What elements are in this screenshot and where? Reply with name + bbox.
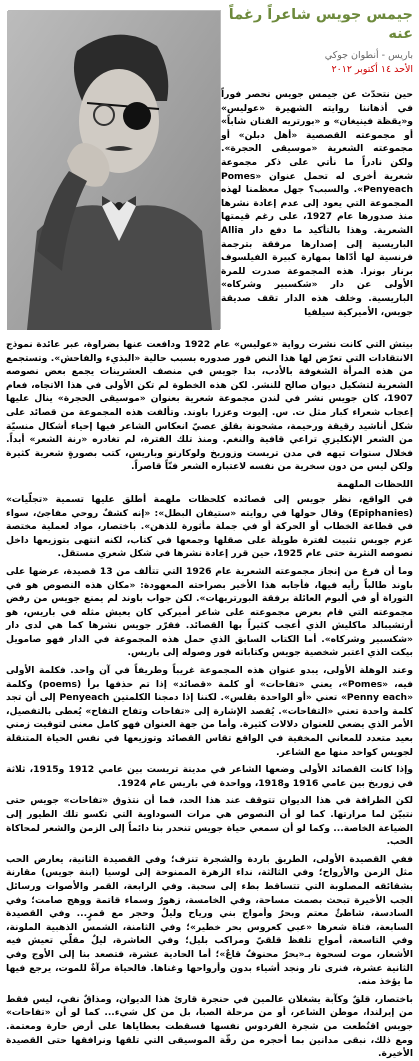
article-byline: باريس - أنطوان جوكي bbox=[324, 50, 413, 61]
article-body bbox=[6, 338, 413, 1061]
portrait-illustration bbox=[7, 11, 220, 330]
author-portrait-photo bbox=[8, 10, 221, 329]
article-header-section bbox=[6, 6, 413, 338]
section-subheading: اللحظات الملهمة bbox=[336, 478, 413, 490]
body-paragraph: في الواقع، نظر جويس إلى قصائده كلحظات ملهمة أطلق عليها تسمية «تجلّيات» (Epiphanies) وقال حولها في روايته «ستيفان البطل»: «إنه كشفٌ روحي مفاجئ، سواء في قطاعة الخطاب أو الحركة أو في جملة مأثورة للذهن». باختصار، مواد لعملية مختصة عزم جويس تثبيت لفترة طويلة على صقلها وجمعها في كتاب، لكنه انتهى بتوزيعها داخل نصوصه النثرية حتى عام 1925، حين قرر إعادة نشرها في شكل شعري مستقل. bbox=[6, 493, 413, 560]
article-date: الأحد ١٤ أكتوبر ٢٠١٢ bbox=[331, 64, 413, 75]
article-title: جيمس جويس شاعراً رغماً عنه bbox=[228, 7, 413, 42]
body-paragraph: بيتش التي كانت نشرت رواية «عوليس» عام 1922 ودافعت عنها بضراوة، عبر عائدة نموذج الانتقادات التي تعرّض لها هذا النص فور صدوره بسبب حالية «البذيء والفاحش». وتستجمع من هذه المرأة الشغوفة بالأدب، بدا جويس في منصف العشرينات يجمع بعض نصوصه الشعرية لتشكيل ديوان صالح للنشر. لكن هذه الخطوة لم تكن الأولى في هذا الاتجاه، فعام 1907، كان جويس نشر في لندن مجموعة شعرية بعنوان «موسيقى الحجرة» ينال عليها إعجاب شعراء كبار مثل ت. س. إليوت وعزرا باوند. وتألفت هذه المجموعة من قصائد على شكل أناشيد رقيقة ورحيمة، مشحونة بقلق عصيّ انعكاس الشاعر فيها إحياء أشكال منسيّة من الشعر الإنكليزي تراعي قافية والنغم. ومنذ تلك الفترة، لم تغادره «رنة الشعر» أبداً. فخلال سنوات تيهه في مدن تريست وزوريخ ولوكارنو وباريس، كتب بصورةٍ شعرية كثيرة ولكن ليس من دون سخرية من نفسه لاعتباره الشعر فنّاً قاصراً. bbox=[6, 339, 413, 473]
article-lead-paragraph: حين نتحدّث عن جيمس جويس نحصر فوراً في أذهاننا روايته الشهيرة «عوليس» و«يقظة فينيغان» و «بورتريه الفنان شاباً» أو مجموعته القصصية «أهل دبلن» أو مجموعته الشعرية «موسيقى الحجرة». ولكن نادراً ما نأتي على ذكر مجموعة شعرية أخرى له تحمل عنوان «Pomes Penyeach». والسبب؟ جهل معظمنا لهذه المجموعة التي يعود إلى عدم إعادة نشرها منذ صدورها عام 1927، على رغم قيمتها الشعرية. وهذا بالتأكيد ما دفع دار Allia الباريسية إلى إصدارها مرفقة بترجمة فرنسية لها أدّاها بمهارة كبيرة الفيلسوف برنار بونرا. هذه المجموعة صدرت للمرة الأولى عن دار «شكسبير وشركاه» الباريسية. وخلف هذه الدار تقف صديقة جويس، الأميركية سيلفيا bbox=[221, 89, 414, 318]
body-paragraph: وما أن فرغ من إنجاز مجموعته الشعرية عام 1926 التي تتألف من 13 قصيدة، عرضها على باوند طالباً رأيه فيها، فأجابه هذا الأخير بصراحته المعهودة: «مكان هذه النصوص هو في التوراة أو في ألبوم العائلة برفقة البورتريهات». لكن جواب باوند لم يمنع جويس من رفض مجموعته التي قام بعرض مجموعته على شاعر أميركي كان يعيش مثله في باريس، هو أرتشيبالد ماكليش الذي أعجب كثيراً بها القصائد. فقرّر جويس نشرها كما هي لدى دار «شكسبير وشركاه». أما الكتاب السابق الذي حمل هذه المجموعة في الدار فهو صامويل بيكت الذي اعتبر شخصية جويس وكتاباته فور وصوله إلى باريس. bbox=[6, 565, 413, 659]
body-paragraph: لكن الطرافة في هذا الديوان تتوقف عند هذا الحد، فما أن نتذوق «تفاحات» جويس حتى نتبيّن لما مرارتها. كما لو أن النصوص هي مرات السوداوية التي تكسو تلك الطيور إلى الضياعة الخاصة... وكما لو أن سمعي حياة جويس تنحدر بنا دائماً إلى الزمن والشعر لمحاكاة الحب. bbox=[6, 795, 413, 848]
body-paragraph: ففي القصيدة الأولى، الطريق باردة والشجرة تنزف؛ وفي القصيدة الثانية، يعارض الحب مثل الزمن والأرواح؛ وفي الثالثة، نداء الزهرة الممنوحة إلى لوسيا (ابنة جويس) مقارنة بشقائقه المصلوبة التي تتساقط بطء إلى سحبة. وفي الرابعة، القمر والأصوات ورسائل الجب الأخيرة تبحث بصمت مساحة، وفي الخامسة، زهورٌ وسماء قاتمة ووهج صامت؛ وفي السادسة، شاطئٌ معتم وبحرٌ وأمواج بني ورياح وليلٌ وحجر مع قمرٍ... وفي القصيدة السابعة، فتاة شعرها «عبي كعروس بحر خطير»؛ وفي الثامنة، الشمس الذهبية الملونة، وفي التاسعة، أمواج تلفظ قلقيّ ومراكب بليل؛ وفي العاشرة، ليلٌ مقلّي تعيش فيه الأشعار، موت لسحوة بـ«بحرٌ محنوفٌ قاعٌ»؛ أما الحادية عشرة، فتصعد بنا إلى الأوج وفي الثانية عشرة، فنرى نار ونجد أشياء بدون وأرواحها وغناها. فالحياة مرآةٌ للموت، يرجع فيها ما يؤخذ منه. bbox=[6, 853, 413, 988]
body-paragraph: وعند الوهلة الأولى، يبدو عنوان هذه المجموعة غريباً وطريفاً في آن واحد. فكلمة الأولى فيه، «Pomes»، يعني «تفاحات» أو كلمة «قصائد» إذا تم حذفها برأ (poems) وكلمة «Penny each» تعني «أو الواحدة بقلس». لكننا إذا دمجنا الكلمتين Penyeach إلى أن تجد كلمة واحدة تعني «التفاحات». يُقصد الإشارة إلى «تفاحات وتفاح التفاح» يُعطى بالتفصيل، الأمر الذي يضعي للعنوان دلالات كثيرة. وأما من جهة العنوان فهو كامل معنى لتوقيت زمني بعيد متعدد للمعاني المخفية في الواقع تقاس القصائد وتوزيعها في نفس الحياة المتنقلة لجويس كواحد منها مع الشاعر. bbox=[6, 665, 414, 758]
body-paragraph: وإذا كانت القصائد الأولى وضعها الشاعر في مدينة تريست بين عامي 1912 و1915، ثلاثة في زوريخ بين عامي 1916 و1918، وواحدة في باريس عام 1924. bbox=[6, 764, 414, 789]
article-meta-column bbox=[221, 6, 413, 319]
body-paragraph: باختصار، قلقٌ وكآبة يشغلان عالمين في حنجرة قارئ هذا الديوان، ومذاقٌ نفي، ليس فقط من إيرلندا، موطن الشاعر، أو من مرحلة الصبا، بل من كل شيء... كما لو أن «تفاحات» جويس اقتُطعت من شجرة الفردوس نفسها فسقطت بعطاياها على أرض حارة ومعتمة. ومع ذلك، نبقى مدانين بما أحجره من رقّة الموسيقى التي تلقها ونرافقها حتى القصيدة الأخيرة. bbox=[6, 993, 413, 1060]
